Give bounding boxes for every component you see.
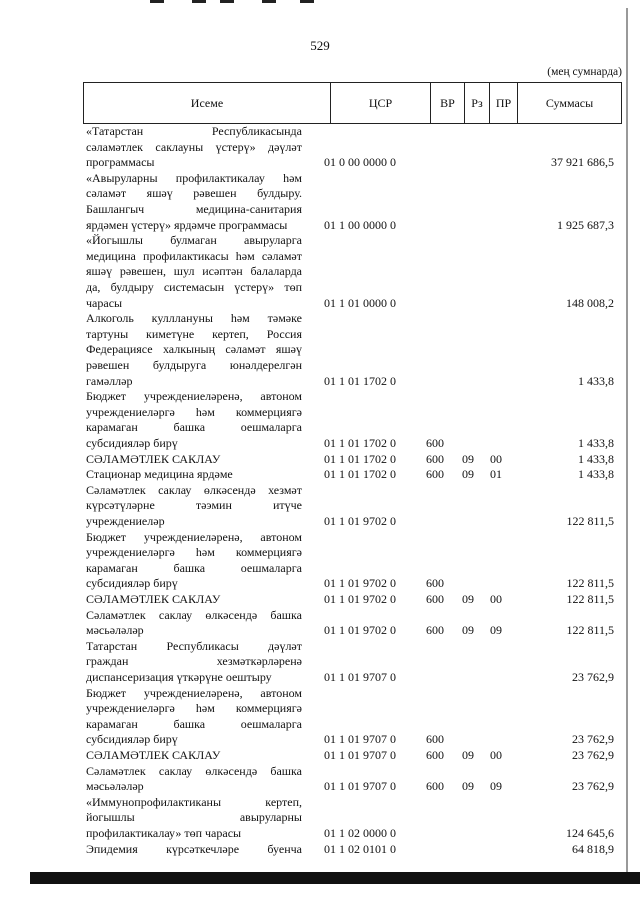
table-row xyxy=(86,389,626,451)
row-pr: 00 xyxy=(490,451,502,466)
page-number: 529 xyxy=(310,38,330,53)
row-sum: 23 762,9 xyxy=(572,748,614,762)
row-pr: 00 xyxy=(490,748,502,762)
row-name-line: күрсәтүләрне тәэмин итүче xyxy=(86,498,302,513)
row-name-line: Сәламәтлек саклау өлкәсендә башка xyxy=(86,763,302,778)
scan-mark xyxy=(192,0,206,3)
row-name-line: СӘЛАМӘТЛЕК САКЛАУ xyxy=(86,748,221,762)
row-csr: 01 0 00 0000 0 xyxy=(324,155,396,170)
scan-mark xyxy=(262,0,276,3)
row-csr: 01 1 01 1702 0 xyxy=(324,435,396,450)
row-sum: 1 433,8 xyxy=(578,435,614,450)
row-name-line: Бюджет учреждениеләренә, автоном xyxy=(86,685,302,700)
table-row xyxy=(86,452,626,468)
table-row xyxy=(86,124,626,171)
row-csr: 01 1 02 0000 0 xyxy=(324,826,396,840)
row-name xyxy=(86,608,302,639)
row-name-line: субсидияләр бирү xyxy=(86,732,178,747)
row-name-line: «Авыруларны профилактикалау һәм xyxy=(86,170,302,185)
row-vr: 600 xyxy=(426,435,444,450)
row-name-line: сәламәт яшәү рәвешен булдыру. xyxy=(86,186,302,201)
row-vr: 600 xyxy=(426,451,444,466)
scan-top-edge xyxy=(0,0,640,6)
header-pr: ПР xyxy=(490,83,518,123)
table-row xyxy=(86,764,626,795)
row-name-line: учреждениеләргә һәм коммерциягә xyxy=(86,404,302,419)
table-row xyxy=(86,592,626,608)
row-name xyxy=(86,452,302,468)
row-vr: 600 xyxy=(426,576,444,591)
row-rz: 09 xyxy=(462,592,474,606)
row-name-line: программасы xyxy=(86,155,155,170)
row-rz: 09 xyxy=(462,748,474,762)
row-name xyxy=(86,233,302,311)
table-row xyxy=(86,311,626,389)
scan-bottom-edge xyxy=(30,872,640,884)
row-sum: 122 811,5 xyxy=(566,514,614,528)
row-csr: 01 1 01 9707 0 xyxy=(324,748,396,762)
table-row xyxy=(86,639,626,686)
row-csr: 01 1 01 9707 0 xyxy=(324,779,396,794)
row-name-line: медицина профилактикасы һәм сәламәт xyxy=(86,248,302,263)
table-header xyxy=(83,82,622,124)
table-row xyxy=(86,795,626,842)
row-name xyxy=(86,483,302,530)
row-name-line: мәсьәләләр xyxy=(86,623,144,638)
row-pr: 00 xyxy=(490,592,502,606)
table-row xyxy=(86,171,626,233)
row-name-line: Татарстан Республикасы дәүләт xyxy=(86,638,302,653)
row-name-line: субсидияләр бирү xyxy=(86,435,178,450)
row-name xyxy=(86,686,302,748)
row-vr: 600 xyxy=(426,623,444,638)
row-name-line: карамаган башка оешмаларга xyxy=(86,560,302,575)
scan-mark xyxy=(220,0,234,3)
row-name xyxy=(86,639,302,686)
row-name-line: Стационар медицина ярдәме xyxy=(86,467,233,482)
header-vr: ВР xyxy=(431,83,465,123)
table-row xyxy=(86,530,626,592)
row-pr: 01 xyxy=(490,467,502,482)
row-name xyxy=(86,171,302,233)
scan-mark xyxy=(150,0,164,3)
row-csr: 01 1 01 0000 0 xyxy=(324,295,396,310)
row-name-line: «Йогышлы булмаган авыруларга xyxy=(86,233,302,248)
row-name-line: чарасы xyxy=(86,295,123,310)
row-name-line: Сәламәтлек саклау өлкәсендә хезмәт xyxy=(86,482,302,497)
row-vr: 600 xyxy=(426,467,444,482)
row-sum: 37 921 686,5 xyxy=(551,155,614,170)
table-row xyxy=(86,842,626,858)
header-csr: ЦСР xyxy=(331,83,431,123)
row-sum: 23 762,9 xyxy=(572,779,614,794)
row-sum: 124 645,6 xyxy=(566,826,614,840)
row-csr: 01 1 01 1702 0 xyxy=(324,467,396,482)
row-name-line: «Иммунопрофилактиканы кертеп, xyxy=(86,794,302,809)
row-csr: 01 1 02 0101 0 xyxy=(324,841,396,856)
units-note: (мең сумнарда) xyxy=(547,66,622,78)
table-row xyxy=(86,233,626,311)
row-vr: 600 xyxy=(426,732,444,747)
row-name-line: Эпидемия күрсәткечләре буенча xyxy=(86,841,302,856)
table-row xyxy=(86,467,626,483)
row-sum: 122 811,5 xyxy=(566,623,614,638)
row-vr: 600 xyxy=(426,748,444,762)
row-name-line: учреждениеләр xyxy=(86,513,165,528)
row-name xyxy=(86,530,302,592)
header-sum: Суммасы xyxy=(545,96,594,110)
row-name-line: йогышлы авыруларны xyxy=(86,810,302,825)
row-pr: 09 xyxy=(490,623,502,638)
table-row xyxy=(86,608,626,639)
row-name-line: диспансеризация үткәрүне оештыру xyxy=(86,669,272,684)
row-name-line: яшәү рәвешен, шул исәптән балаларда xyxy=(86,264,302,279)
row-name-line: Сәламәтлек саклау өлкәсендә башка xyxy=(86,607,302,622)
row-sum: 148 008,2 xyxy=(566,295,614,310)
row-name-line: карамаган башка оешмаларга xyxy=(86,420,302,435)
row-csr: 01 1 01 9702 0 xyxy=(324,576,396,591)
row-vr: 600 xyxy=(426,592,444,606)
row-name xyxy=(86,592,302,608)
row-sum: 1 433,8 xyxy=(578,467,614,482)
row-rz: 09 xyxy=(462,467,474,482)
row-name-line: «Татарстан Республикасында xyxy=(86,124,302,138)
row-pr: 09 xyxy=(490,779,502,794)
row-name xyxy=(86,764,302,795)
row-name-line: сәламәтлек саклауны үстерү» дәүләт xyxy=(86,139,302,154)
row-csr: 01 1 01 9707 0 xyxy=(324,670,396,684)
scan-right-edge xyxy=(626,8,628,878)
row-name-line: Бюджет учреждениеләренә, автоном xyxy=(86,389,302,404)
row-name-line: Федерациясе халкының сәламәт яшәү xyxy=(86,342,302,357)
row-sum: 122 811,5 xyxy=(566,592,614,606)
row-name xyxy=(86,842,302,858)
row-name-line: профилактикалау» төп чарасы xyxy=(86,825,242,840)
table-row xyxy=(86,686,626,748)
header-rz: Рз xyxy=(465,83,490,123)
row-name-line: карамаган башка оешмаларга xyxy=(86,716,302,731)
row-csr: 01 1 01 1702 0 xyxy=(324,373,396,388)
row-rz: 09 xyxy=(462,623,474,638)
row-name-line: СӘЛАМӘТЛЕК САКЛАУ xyxy=(86,451,221,466)
row-name-line: рәвешен булдыруга юнәлдерелгән xyxy=(86,357,302,372)
row-csr: 01 1 01 9707 0 xyxy=(324,732,396,747)
row-name-line: учреждениеләргә һәм коммерциягә xyxy=(86,545,302,560)
row-name xyxy=(86,467,302,483)
row-name-line: Башлангыч медицина-санитария xyxy=(86,201,302,216)
row-name xyxy=(86,311,302,389)
row-name-line: Алкоголь кулллануны һәм тәмәке xyxy=(86,311,302,326)
row-sum: 1 433,8 xyxy=(578,451,614,466)
row-name-line: граждан хезмәткәрләренә xyxy=(86,654,302,669)
row-name-line: гамәлләр xyxy=(86,373,133,388)
row-name-line: субсидияләр бирү xyxy=(86,576,178,591)
row-csr: 01 1 01 1702 0 xyxy=(324,451,396,466)
table-row xyxy=(86,483,626,530)
row-name xyxy=(86,389,302,451)
row-sum: 23 762,9 xyxy=(572,670,614,684)
row-rz: 09 xyxy=(462,779,474,794)
row-csr: 01 1 01 9702 0 xyxy=(324,592,396,606)
row-name-line: СӘЛАМӘТЛЕК САКЛАУ xyxy=(86,592,221,606)
table-row xyxy=(86,748,626,764)
row-name-line: мәсьәләләр xyxy=(86,779,144,794)
row-name-line: да, булдыру системасын үстерү» төп xyxy=(86,279,302,294)
header-name: Исеме xyxy=(84,83,331,123)
row-name xyxy=(86,795,302,842)
row-sum: 23 762,9 xyxy=(572,732,614,747)
row-rz: 09 xyxy=(462,451,474,466)
row-name-line: тартуны киметүне кертеп, Россия xyxy=(86,326,302,341)
row-name-line: учреждениеләргә һәм коммерциягә xyxy=(86,701,302,716)
row-name-line: ярдәмен үстерү» ярдәмче программасы xyxy=(86,217,288,232)
row-name xyxy=(86,748,302,764)
row-sum: 1 433,8 xyxy=(578,373,614,388)
row-sum: 64 818,9 xyxy=(572,841,614,856)
row-name-line: Бюджет учреждениеләренә, автоном xyxy=(86,529,302,544)
row-sum: 1 925 687,3 xyxy=(557,217,614,232)
row-sum: 122 811,5 xyxy=(566,576,614,591)
row-csr: 01 1 01 9702 0 xyxy=(324,514,396,528)
scan-mark xyxy=(300,0,314,3)
row-csr: 01 1 01 9702 0 xyxy=(324,623,396,638)
row-vr: 600 xyxy=(426,779,444,794)
row-csr: 01 1 00 0000 0 xyxy=(324,217,396,232)
row-name xyxy=(86,124,302,171)
